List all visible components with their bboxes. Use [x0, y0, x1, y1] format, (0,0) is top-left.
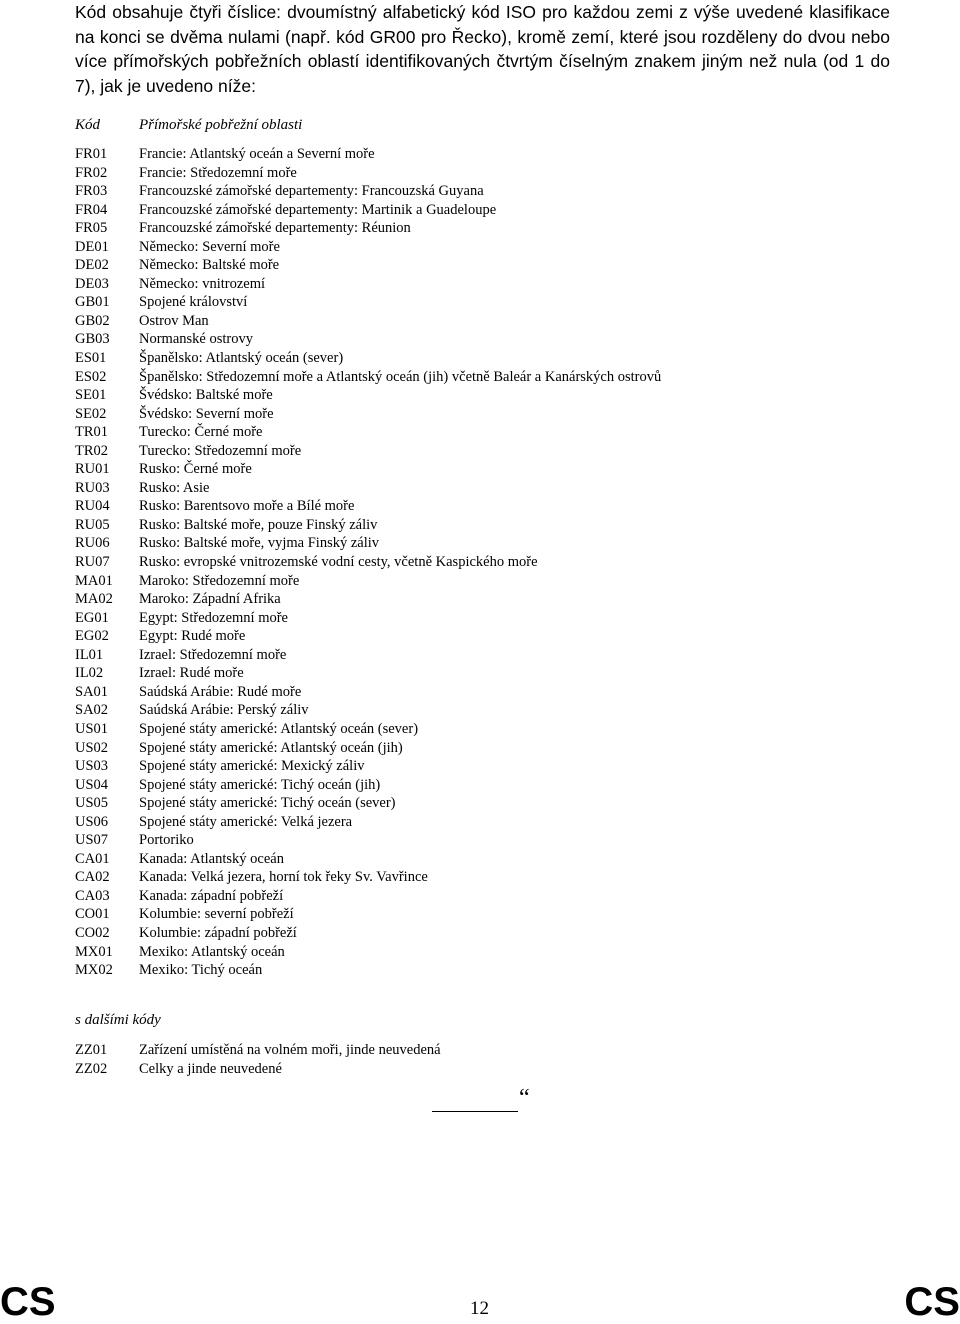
row-code: SE01 [75, 387, 107, 404]
row-code: MX02 [75, 962, 113, 979]
row-code: FR04 [75, 201, 108, 218]
row-area: Německo: Baltské moře [139, 257, 280, 274]
row-area: Mexiko: Tichý oceán [139, 962, 263, 979]
row-area: Ostrov Man [139, 312, 209, 329]
row-code: RU05 [75, 516, 110, 533]
table-row [75, 572, 661, 591]
table-row [75, 813, 661, 832]
row-area: Kanada: Atlantský oceán [139, 850, 284, 867]
row-code: RU07 [75, 554, 110, 571]
row-area: Kolumbie: západní pobřeží [139, 924, 297, 941]
table-row [75, 423, 661, 442]
row-code: RU01 [75, 461, 110, 478]
row-area: Izrael: Středozemní moře [139, 646, 287, 663]
row-code: CA03 [75, 887, 110, 904]
table-row [75, 831, 661, 850]
table-row [75, 516, 661, 535]
row-area: Rusko: evropské vnitrozemské vodní cesty, včetně Kaspického moře [139, 554, 538, 571]
table-row [75, 497, 661, 516]
column-header-code: Kód [75, 117, 101, 133]
row-area: Mexiko: Atlantský oceán [139, 943, 285, 960]
row-code: FR05 [75, 220, 108, 237]
row-area: Francouzské zámořské departementy: Réunion [139, 220, 411, 237]
row-area: Spojené státy americké: Mexický záliv [139, 758, 365, 775]
row-code: SE02 [75, 405, 107, 422]
row-area: Rusko: Asie [139, 479, 210, 496]
row-area: Normanské ostrovy [139, 331, 253, 348]
language-code-left: CS [0, 1280, 56, 1324]
closing-quote: “ [519, 1085, 530, 1111]
row-area: Švédsko: Severní moře [139, 405, 274, 422]
row-code: IL01 [75, 646, 104, 663]
row-code: ZZ01 [75, 1042, 108, 1058]
row-code: TR02 [75, 442, 109, 459]
row-area: Rusko: Baltské moře, vyjma Finský záliv [139, 535, 380, 552]
row-area: Celky a jinde neuvedené [139, 1060, 282, 1077]
table-row [75, 479, 661, 498]
table-row [75, 368, 661, 387]
row-code: GB02 [75, 312, 110, 329]
row-area: Rusko: Černé moře [139, 461, 252, 478]
row-code: MX01 [75, 943, 113, 960]
table-row [75, 887, 661, 906]
table-row [75, 256, 661, 275]
table-row [75, 534, 661, 553]
column-header-area: Přímořské pobřežní oblasti [139, 117, 303, 133]
table-row [75, 961, 661, 980]
extra-code-table [75, 1041, 441, 1078]
table-row [75, 701, 661, 720]
table-row [75, 1060, 441, 1079]
row-area: Německo: vnitrozemí [139, 275, 266, 292]
row-area: Francie: Atlantský oceán a Severní moře [139, 146, 375, 162]
table-row [75, 850, 661, 869]
table-row [75, 720, 661, 739]
language-code-right: CS [904, 1280, 960, 1324]
row-area: Spojené státy americké: Tichý oceán (sever) [139, 795, 396, 812]
table-row [75, 330, 661, 349]
row-code: IL02 [75, 665, 104, 682]
table-row [75, 664, 661, 683]
row-code: CA02 [75, 869, 110, 886]
row-code: FR02 [75, 164, 108, 181]
table-row [75, 943, 661, 962]
row-code: US07 [75, 832, 109, 849]
table-row [75, 182, 661, 201]
row-code: US06 [75, 813, 109, 830]
table-row [75, 1041, 441, 1060]
table-row [75, 201, 661, 220]
row-area: Spojené státy americké: Atlantský oceán (jih) [139, 739, 403, 756]
row-code: GB03 [75, 331, 110, 348]
row-area: Egypt: Rudé moře [139, 628, 246, 645]
row-area: Saúdská Arábie: Rudé moře [139, 683, 302, 700]
row-area: Francie: Středozemní moře [139, 164, 297, 181]
row-code: RU06 [75, 535, 110, 552]
table-row [75, 293, 661, 312]
table-row [75, 460, 661, 479]
row-code: DE01 [75, 238, 109, 255]
row-code: FR03 [75, 183, 108, 200]
table-row [75, 609, 661, 628]
row-area: Francouzské zámořské departementy: Francouzská Guyana [139, 183, 484, 200]
row-code: GB01 [75, 294, 110, 311]
row-code: FR01 [75, 146, 108, 162]
table-row [75, 219, 661, 238]
table-row [75, 275, 661, 294]
row-area: Egypt: Středozemní moře [139, 609, 288, 626]
row-code: RU04 [75, 498, 110, 515]
row-code: US02 [75, 739, 109, 756]
row-code: US05 [75, 795, 109, 812]
row-area: Spojené království [139, 294, 248, 311]
row-area: Španělsko: Středozemní moře a Atlantský oceán (jih) včetně Baleár a Kanárských ostrovů [139, 368, 662, 385]
table-row [75, 442, 661, 461]
row-code: ES02 [75, 368, 107, 385]
row-area: Rusko: Barentsovo moře a Bílé moře [139, 498, 355, 515]
row-code: CO01 [75, 906, 110, 923]
table-row [75, 238, 661, 257]
row-area: Španělsko: Atlantský oceán (sever) [139, 350, 344, 367]
row-code: MA02 [75, 591, 113, 608]
row-code: RU03 [75, 479, 110, 496]
table-row [75, 164, 661, 183]
row-code: TR01 [75, 424, 109, 441]
row-code: CA01 [75, 850, 110, 867]
row-area: Kanada: západní pobřeží [139, 887, 284, 904]
row-area: Kanada: Velká jezera, horní tok řeky Sv. Vavřince [139, 869, 428, 886]
row-area: Saúdská Arábie: Perský záliv [139, 702, 309, 719]
row-area: Švédsko: Baltské moře [139, 387, 273, 404]
table-row [75, 924, 661, 943]
table-row [75, 405, 661, 424]
row-area: Maroko: Středozemní moře [139, 572, 300, 589]
row-code: EG01 [75, 609, 109, 626]
table-row [75, 646, 661, 665]
row-code: MA01 [75, 572, 113, 589]
table-row [75, 386, 661, 405]
row-area: Izrael: Rudé moře [139, 665, 244, 682]
table-row [75, 794, 661, 813]
row-area: Portoriko [139, 832, 194, 849]
row-code: ZZ02 [75, 1060, 108, 1077]
table-row [75, 905, 661, 924]
row-code: SA01 [75, 683, 109, 700]
table-row [75, 868, 661, 887]
code-table [75, 145, 661, 980]
row-area: Maroko: Západní Afrika [139, 591, 281, 608]
table-row [75, 145, 661, 164]
row-area: Spojené státy americké: Atlantský oceán (sever) [139, 720, 419, 737]
table-row [75, 739, 661, 758]
table-row [75, 627, 661, 646]
row-area: Turecko: Černé moře [139, 424, 263, 441]
row-area: Německo: Severní moře [139, 238, 280, 255]
extra-codes-title: s dalšími kódy [75, 1012, 161, 1028]
row-code: DE03 [75, 275, 109, 292]
row-area: Spojené státy americké: Tichý oceán (jih) [139, 776, 381, 793]
row-area: Zařízení umístěná na volném moři, jinde neuvedená [139, 1042, 441, 1058]
row-code: US01 [75, 720, 109, 737]
row-area: Kolumbie: severní pobřeží [139, 906, 294, 923]
table-row [75, 757, 661, 776]
table-row [75, 590, 661, 609]
table-row [75, 349, 661, 368]
row-area: Turecko: Středozemní moře [139, 442, 302, 459]
row-area: Rusko: Baltské moře, pouze Finský záliv [139, 516, 378, 533]
table-row [75, 776, 661, 795]
row-area: Spojené státy americké: Velká jezera [139, 813, 353, 830]
row-code: CO02 [75, 924, 110, 941]
closing-rule [432, 1111, 518, 1112]
row-code: DE02 [75, 257, 109, 274]
table-row [75, 553, 661, 572]
row-code: SA02 [75, 702, 109, 719]
page-number: 12 [470, 1298, 489, 1319]
row-code: US03 [75, 758, 109, 775]
table-row [75, 683, 661, 702]
row-code: EG02 [75, 628, 109, 645]
intro-paragraph: Kód obsahuje čtyři číslice: dvoumístný alfabetický kód ISO pro každou zemi z výše uvedené klasifikace na konci se dvěma nulami (např. kód GR00 pro Řecko), kromě zemí, které jsou rozděleny do dvou nebo více přímořských pobřežních oblastí identifikovaných čtvrtým číselným znakem jiným než nula (od 1 do 7), jak je uvedeno níže: [75, 2, 890, 96]
table-row [75, 312, 661, 331]
row-code: ES01 [75, 350, 107, 367]
row-area: Francouzské zámořské departementy: Martinik a Guadeloupe [139, 201, 497, 218]
row-code: US04 [75, 776, 109, 793]
